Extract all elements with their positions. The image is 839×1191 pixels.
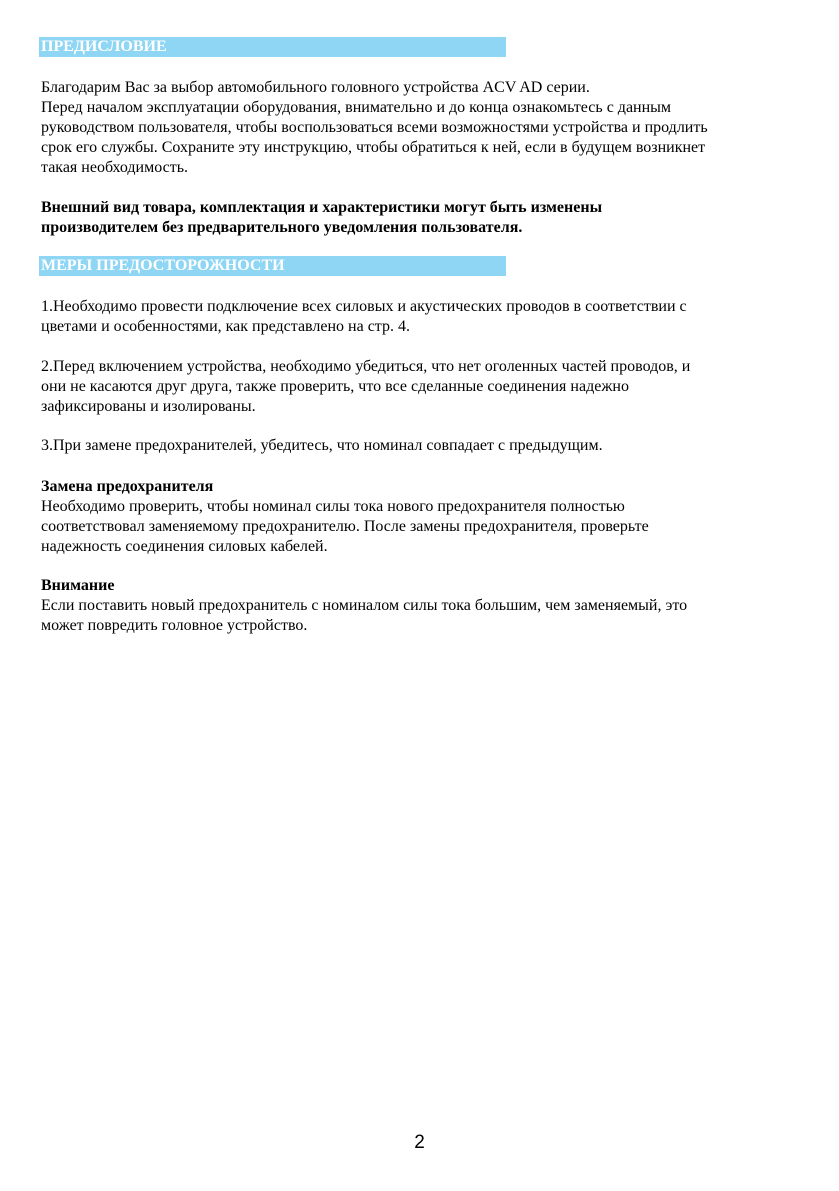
precaution-item-1 bbox=[41, 297, 801, 337]
warning-title: Внимание bbox=[41, 577, 115, 594]
precaution-item-1-text: 1.Необходимо провести подключение всех силовых и акустических проводов в соответствии с цветами и особенностями, как представлено на стр. 4. bbox=[41, 298, 687, 335]
preface-notice-text: Внешний вид товара, комплектация и характеристики могут быть изменены производителем без предварительного уведомления пользователя. bbox=[41, 199, 603, 236]
fuse-replacement-text: Необходимо проверить, чтобы номинал силы тока нового предохранителя полностью соответствовал заменяемому предохранителю. После замены предохранителя, проверьте надежность соединения силовых кабелей. bbox=[41, 498, 649, 555]
preface-intro-text: Благодарим Вас за выбор автомобильного головного устройства ACV AD серии. Перед началом эксплуатации оборудования, внимательно и до конца ознакомьтесь с данным руководством пользователя, чтобы воспользоваться всеми возможностями устройства и продлить срок его службы. Сохраните эту инструкцию, чтобы обратиться к ней, если в будущем возникнет такая необходимость. bbox=[41, 79, 708, 176]
precaution-item-2-text: 2.Перед включением устройства, необходимо убедиться, что нет оголенных частей проводов, и они не касаются друг друга, также проверить, что все сделанные соединения надежно зафиксированы и изолированы. bbox=[41, 358, 691, 415]
warning-text: Если поставить новый предохранитель с номиналом силы тока большим, чем заменяемый, это может повредить головное устройство. bbox=[41, 597, 688, 634]
preface-header: ПРЕДИСЛОВИЕ bbox=[39, 37, 506, 57]
warning-section bbox=[41, 576, 801, 636]
fuse-replacement-section bbox=[41, 477, 801, 557]
precaution-item-2 bbox=[41, 357, 801, 417]
precautions-header: МЕРЫ ПРЕДОСТОРОЖНОСТИ bbox=[39, 256, 506, 276]
precaution-item-3 bbox=[41, 436, 801, 456]
preface-notice bbox=[41, 198, 801, 238]
page-number: 2 bbox=[414, 1132, 425, 1153]
fuse-replacement-title: Замена предохранителя bbox=[41, 478, 214, 495]
precaution-item-3-text: 3.При замене предохранителей, убедитесь, что номинал совпадает с предыдущим. bbox=[41, 437, 603, 454]
preface-intro bbox=[41, 78, 801, 178]
